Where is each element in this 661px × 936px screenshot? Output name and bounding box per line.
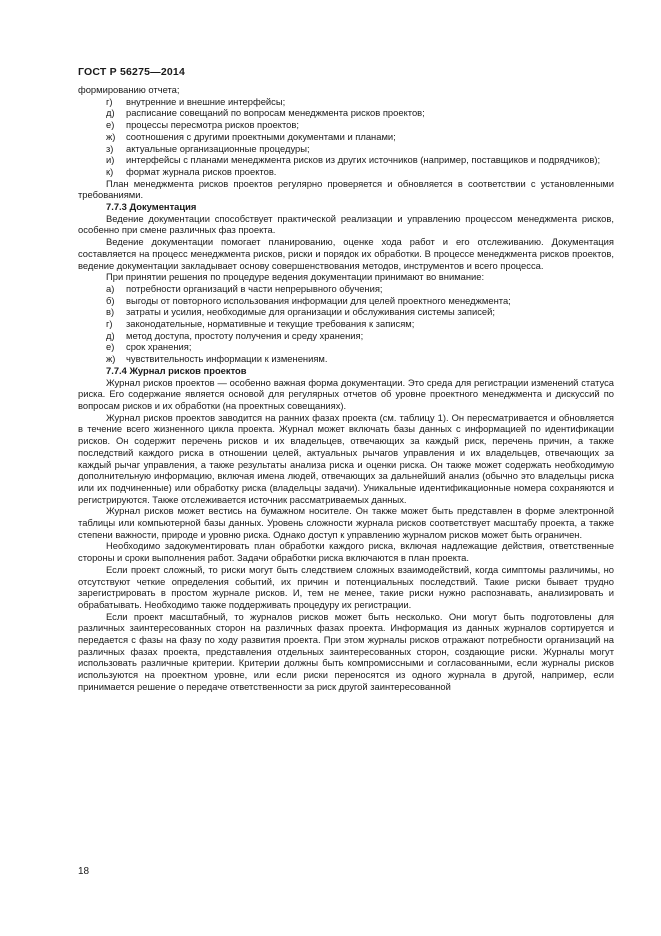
paragraph: При принятии решения по процедуре ведения документации принимают во внимание:	[106, 271, 485, 283]
continuation-text: формированию отчета;	[78, 84, 180, 95]
document-header: ГОСТ Р 56275—2014	[78, 66, 186, 78]
paragraph: Если проект сложный, то риски могут быть следствием сложных взаимодействий, когда симптомы различимы, но отсутствуют четкие определения событий, их причин и потенциальных последствий. Такие риски бывает трудно зарегистрировать в простом журнале рисков. И, тем не менее, такие риски нужно распознавать, анализировать и обрабатывать. Необходимо также поддерживать процедуру их регистрации.	[78, 563, 614, 610]
list-item: г) внутренние и внешние интерфейсы;	[106, 95, 286, 107]
paragraph: Журнал рисков проектов заводится на ранних фазах проекта (см. таблицу 1). Он пересматривается и обновляется в течение всего жизненного цикла проекта. Журнал может включать базы данных с информацией по идентификации рисков. Он содержит перечень рисков и их владельцев, отвечающих за каждый риск, перечень причин, а также последствий каждого риска в отношении целей, актуальных рычагов управления и их владельцев, отвечающих за каждый рычаг управления, а также результаты анализа риска и оценки риска. Он также может содержать необходимую дополнительную информацию, включая имена людей, отвечающих за дальнейший анализ (обычно это владельцы риска или их подчиненные) или обработку риска (владельцы задачи). Уникальные идентификационные номера сохраняются и регистрируются. Также отслеживается источник рассматриваемых данных.	[78, 411, 614, 505]
paragraph: Необходимо задокументировать план обработки каждого риска, включая надлежащие действия, ответственные стороны и сроки выполнения работ. Задачи обработки риска включаются в план проекта.	[78, 540, 614, 564]
paragraph: Если проект масштабный, то журналов рисков может быть несколько. Они могут быть подготовлены для различных заинтересованных сторон на различных фазах проекта. Информация из данных журналов сортируется и передается с фазы на фазу по ходу развития проекта. При этом журналы рисков отражают потребности организаций на различных фазах проекта, представления отдельных заинтересованных сторон, создающие риски. Журналы могут использовать различные критерии. Критерии должны быть компромиссными и согласованными, если журналы рисков используются на проектном уровне, или если риски переносятся из одного журнала в другой, например, если принимается решение о передаче ответственности за риск другой заинтересованной	[78, 610, 614, 692]
section-heading-7-7-3: 7.7.3 Документация	[106, 201, 197, 213]
list-item: е) срок хранения;	[106, 341, 192, 353]
paragraph-plan: План менеджмента рисков проектов регулярно проверяется и обновляется в соответствии с установленными требованиями.	[78, 177, 614, 201]
section-heading-7-7-4: 7.7.4 Журнал рисков проектов	[106, 364, 247, 376]
paragraph: Ведение документации помогает планированию, оценке хода работ и его отслеживанию. Документация составляется на процесс менеджмента рисков, риски и порядок их обработки. В процессе менеджмента рисков проектов, ведение документации закладывает основу совершенствования методов, инструментов и всего процесса.	[78, 236, 614, 271]
list-item: е) процессы пересмотра рисков проектов;	[106, 119, 299, 131]
list-item: г) законодательные, нормативные и текущие требования к записям;	[106, 318, 415, 330]
page-number: 18	[78, 866, 90, 877]
paragraph: Журнал рисков проектов — особенно важная форма документации. Это среда для регистрации изменений статуса риска. Его содержание является основой для регулярных отчетов об уровне проектного менеджмента и дискуссий по вопросам рисков и их обработки (на проектных совещаниях).	[78, 376, 614, 411]
list-item: ж) чувствительность информации к изменениям.	[106, 353, 328, 365]
list-item: и) интерфейсы с планами менеджмента рисков из других источников (например, поставщиков и подрядчиков);	[106, 154, 601, 166]
list-item: д) расписание совещаний по вопросам менеджмента рисков проектов;	[106, 107, 425, 119]
paragraph: Ведение документации способствует практической реализации и управлению процессом менеджмента рисков, особенно при смене различных фаз проекта.	[78, 212, 614, 236]
list-item: в) затраты и усилия, необходимые для организации и обслуживания системы записей;	[106, 306, 495, 318]
list-item: д) метод доступа, простоту получения и среду хранения;	[106, 329, 364, 341]
list-item: б) выгоды от повторного использования информации для целей проектного менеджмента;	[106, 294, 511, 306]
list-item: к) формат журнала рисков проектов.	[106, 165, 277, 177]
list-item: ж) соотношения с другими проектными документами и планами;	[106, 130, 396, 142]
list-item: а) потребности организаций в части непрерывного обучения;	[106, 282, 383, 294]
document-body	[78, 84, 614, 693]
list-item: з) актуальные организационные процедуры;	[106, 142, 310, 154]
paragraph: Журнал рисков может вестись на бумажном носителе. Он также может быть представлен в форме электронной таблицы или компьютерной базы данных. Уровень сложности журнала рисков соответствует масштабу проекта, а также степени важности, природе и уровню риска. Однако доступ к управлению журналом рисков может быть ограничен.	[78, 505, 614, 540]
